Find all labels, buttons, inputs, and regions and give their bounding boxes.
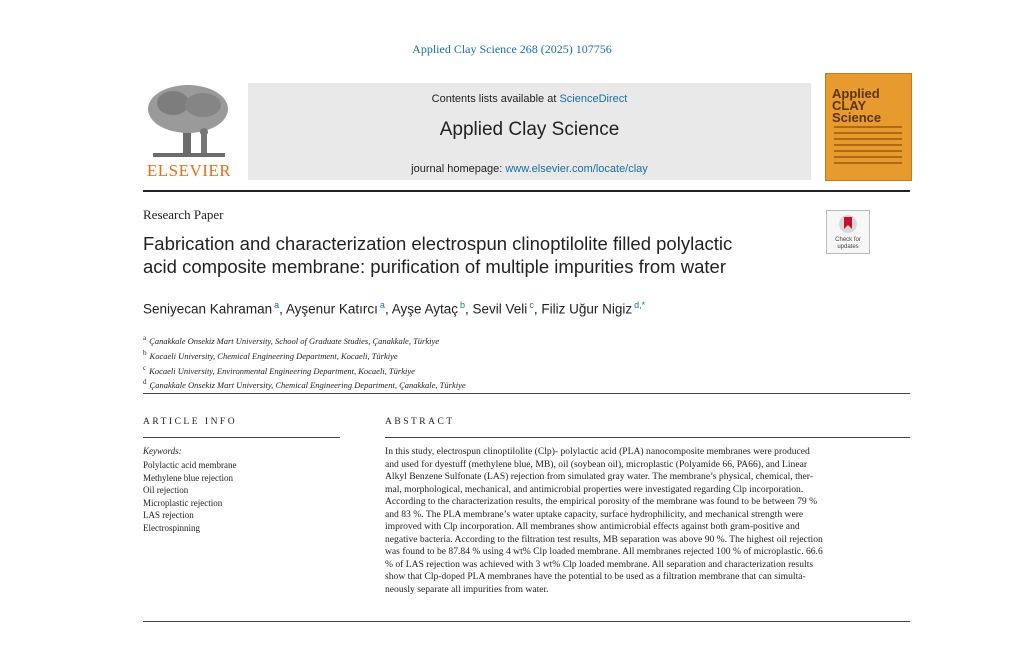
abstract-line: was found to be 87.84 % using 4 wt% Clp loaded membrane. All membranes rejected 100 % of microplastic. 66.6 bbox=[385, 546, 823, 557]
bookmark-icon bbox=[838, 214, 858, 236]
author-name[interactable]: Sevil Veli bbox=[472, 301, 528, 317]
author-affil-mark[interactable]: a bbox=[274, 300, 280, 310]
author-name[interactable]: Ayşe Aytaç bbox=[391, 301, 458, 317]
abstract-line: negative bacteria. According to the filtration test results, MB separation was above 90 %. The highest oil rejection bbox=[385, 533, 823, 545]
keywords-label: Keywords: bbox=[143, 446, 182, 456]
author-affil-mark[interactable]: a bbox=[379, 300, 385, 310]
title-line: Fabrication and characterization electrospun clinoptilolite filled polylactic bbox=[143, 233, 733, 254]
abstract-line: mal, morphological, mechanical, and antimicrobial properties were investigated regarding Clp incorporation. bbox=[385, 483, 804, 495]
author-affil-mark[interactable]: d,* bbox=[634, 300, 646, 310]
affiliation: $^c$ Kocaeli University, Environmental Engineering Department, Kocaeli, Türkiye bbox=[143, 363, 415, 376]
header-divider bbox=[143, 190, 910, 192]
footer-divider bbox=[143, 621, 910, 622]
abstract-divider bbox=[385, 437, 910, 438]
keyword: Polylactic acid membrane bbox=[143, 460, 237, 470]
affiliation-list bbox=[143, 332, 466, 391]
contents-line bbox=[248, 93, 811, 105]
abstract-text bbox=[385, 446, 910, 596]
cover-text-lines bbox=[834, 126, 902, 168]
abstract-line: % of LAS rejection was achieved with 3 wt% Clp loaded membrane. All separation and characterization results bbox=[385, 558, 814, 570]
contents-prefix: Contents lists available at bbox=[431, 93, 560, 105]
title-line: acid composite membrane: purification of multiple impurities from water bbox=[143, 256, 726, 277]
journal-cover-image[interactable] bbox=[825, 73, 912, 181]
author-name[interactable]: Filiz Uğur Nigiz bbox=[541, 301, 633, 317]
abstract-line: and used for dyestuff (methylene blue, MB), oil (soybean oil), microplastic (Polyamide 66, PA66), and Linear bbox=[385, 458, 808, 470]
info-divider bbox=[143, 437, 340, 438]
section-divider bbox=[143, 393, 910, 394]
homepage-line bbox=[248, 163, 811, 175]
check-for-updates-button[interactable] bbox=[826, 210, 870, 254]
journal-header bbox=[143, 73, 910, 183]
journal-citation[interactable]: Applied Clay Science 268 (2025) 107756 bbox=[412, 42, 612, 56]
affiliation: $^d$ Çanakkale Onsekiz Mart University, Chemical Engineering Department, Çanakkale, Türkiye bbox=[143, 378, 466, 391]
article-type: Research Paper bbox=[143, 207, 224, 222]
abstract-heading: ABSTRACT bbox=[385, 417, 455, 427]
keyword: Microplastic rejection bbox=[143, 497, 223, 508]
affiliation: $^b$ Kocaeli University, Chemical Engineering Department, Kocaeli, Türkiye bbox=[143, 348, 398, 361]
author-name[interactable]: Ayşenur Katırcı bbox=[285, 301, 378, 317]
abstract-line: According to the characterization results, the empirical porosity of the membrane was found to be between 79 % bbox=[385, 496, 818, 507]
keyword: Electrospinning bbox=[143, 522, 200, 533]
article-info-heading: ARTICLE INFO bbox=[143, 417, 238, 427]
publisher-name: ELSEVIER bbox=[146, 161, 232, 180]
homepage-link[interactable]: www.elsevier.com/locate/clay bbox=[505, 163, 648, 175]
keyword: LAS rejection bbox=[143, 510, 194, 520]
affiliation: $^a$ Çanakkale Onsekiz Mart University, School of Graduate Studies, Çanakkale, Türkiye bbox=[143, 334, 440, 346]
journal-name: Applied Clay Science bbox=[439, 119, 620, 140]
keyword: Methylene blue rejection bbox=[143, 472, 233, 483]
keyword: Oil rejection bbox=[143, 485, 189, 495]
sciencedirect-link[interactable]: ScienceDirect bbox=[559, 93, 628, 105]
homepage-prefix: journal homepage: bbox=[411, 163, 506, 175]
abstract-line: In this study, electrospun clinoptilolite (Clp)- polylactic acid (PLA) nanocomposite membranes were produced bbox=[385, 446, 810, 457]
author-affil-mark[interactable]: c bbox=[529, 300, 534, 310]
author-list: Seniyecan Kahraman $^a$, Ayşenur Katırcı $^a$, Ayşe Aytaç $^b$, Sevil Veli $^c$, Filiz Uğur Nigiz $^{d,*}$ bbox=[143, 300, 646, 317]
article-title bbox=[143, 232, 833, 278]
abstract-line: improved with Clp incorporation. All membranes show antimicrobial effects against both gram-positive and bbox=[385, 521, 800, 532]
abstract-line: Alkyl Benzene Sulfonate (LAS) rejection from simulated gray water. The membrane’s physical, chemical, ther- bbox=[385, 471, 814, 482]
abstract-line: and 83 %. The PLA membrane’s water uptake capacity, surface hydrophilicity, and mechanical strength were bbox=[385, 508, 804, 520]
journal-info-band bbox=[248, 83, 811, 180]
author-name[interactable]: Seniyecan Kahraman bbox=[143, 301, 273, 317]
cover-title: Applied CLAY Science bbox=[832, 86, 882, 125]
author-affil-mark[interactable]: b bbox=[460, 300, 466, 310]
abstract-line: neously separate all impurities from water. bbox=[385, 583, 549, 595]
badge-text: Check for updates bbox=[835, 237, 861, 250]
keyword-list bbox=[143, 459, 236, 534]
abstract-line: show that Clp-doped PLA membranes have the potential to be used as a filtration membrane that can simulta- bbox=[385, 571, 806, 582]
